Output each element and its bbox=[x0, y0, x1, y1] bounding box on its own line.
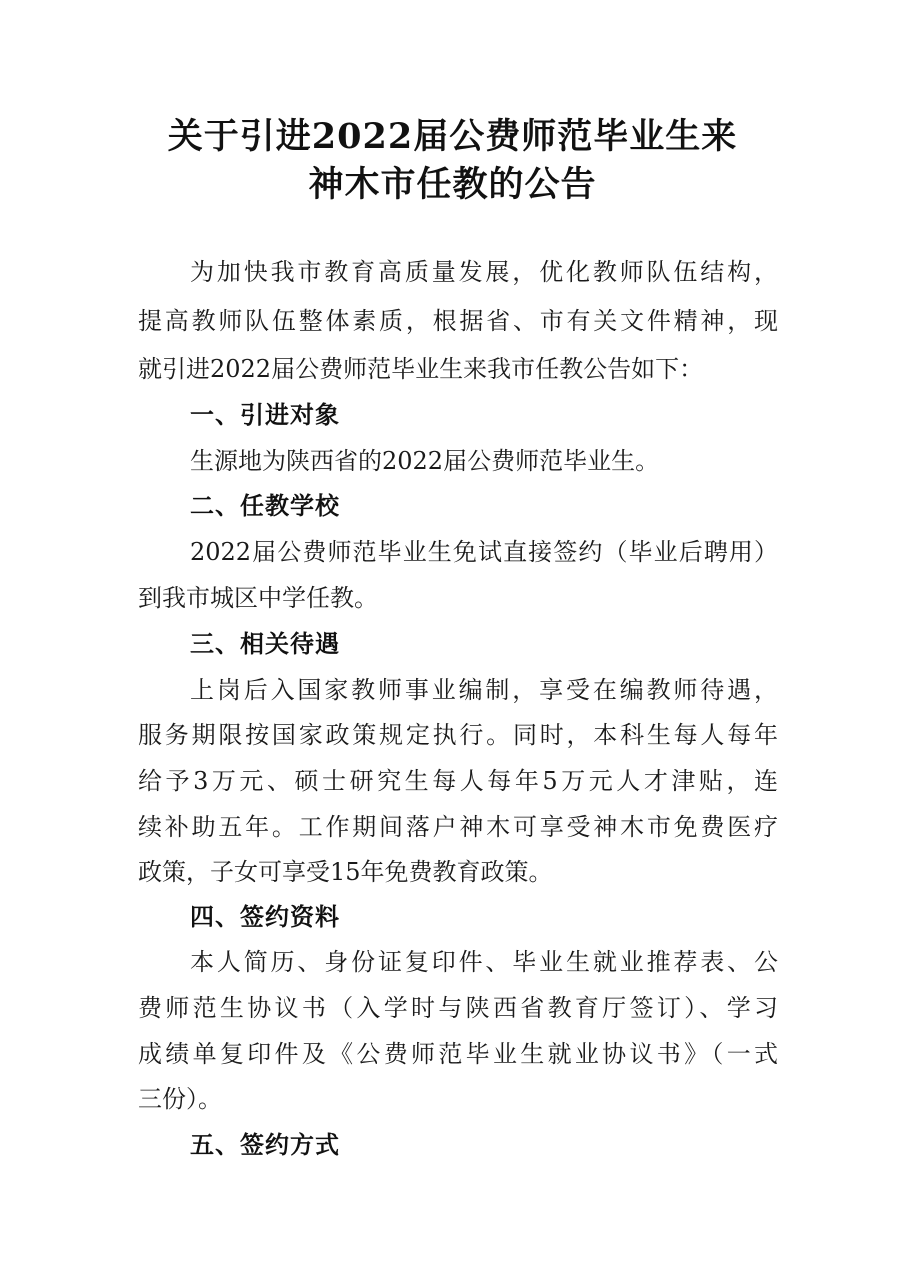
section-4-line-4: 三份）。 bbox=[138, 1085, 222, 1113]
section-3-line-4: 续补助五年。工作期间落户神木可享受神木市免费医疗 bbox=[138, 813, 778, 841]
section-2-line-1: 2022届公费师范毕业生免试直接签约（毕业后聘用） bbox=[190, 538, 778, 566]
section-3-line-5: 政策，子女可享受15年免费教育政策。 bbox=[138, 858, 553, 886]
section-heading-3: 三、相关待遇 bbox=[190, 630, 340, 658]
section-3-line-1: 上岗后入国家教师事业编制，享受在编教师待遇， bbox=[190, 676, 778, 704]
section-2-line-2: 到我市城区中学任教。 bbox=[138, 584, 378, 612]
section-heading-1: 一、引进对象 bbox=[190, 401, 340, 429]
section-4-line-2: 费师范生协议书（入学时与陕西省教育厅签订）、学习 bbox=[138, 994, 778, 1022]
section-4-line-1: 本人简历、身份证复印件、毕业生就业推荐表、公 bbox=[190, 948, 778, 976]
section-heading-4: 四、签约资料 bbox=[190, 903, 340, 931]
intro-line-1: 为加快我市教育高质量发展，优化教师队伍结构， bbox=[190, 258, 778, 286]
intro-line-2: 提高教师队伍整体素质，根据省、市有关文件精神，现 bbox=[138, 307, 778, 335]
section-heading-5: 五、签约方式 bbox=[190, 1131, 340, 1159]
section-3-line-2: 服务期限按国家政策规定执行。同时，本科生每人每年 bbox=[138, 721, 778, 749]
section-4-line-3: 成绩单复印件及《公费师范毕业生就业协议书》（一式 bbox=[138, 1040, 778, 1068]
section-3-line-3: 给予3万元、硕士研究生每人每年5万元人才津贴，连 bbox=[138, 767, 778, 795]
document-title-line-1: 关于引进2022届公费师范毕业生来 bbox=[167, 116, 738, 157]
document-title-line-2: 神木市任教的公告 bbox=[308, 164, 597, 205]
section-1-line-1: 生源地为陕西省的2022届公费师范毕业生。 bbox=[190, 447, 660, 475]
section-heading-2: 二、任教学校 bbox=[190, 492, 340, 520]
intro-line-3: 就引进2022届公费师范毕业生来我市任教公告如下： bbox=[138, 355, 704, 383]
